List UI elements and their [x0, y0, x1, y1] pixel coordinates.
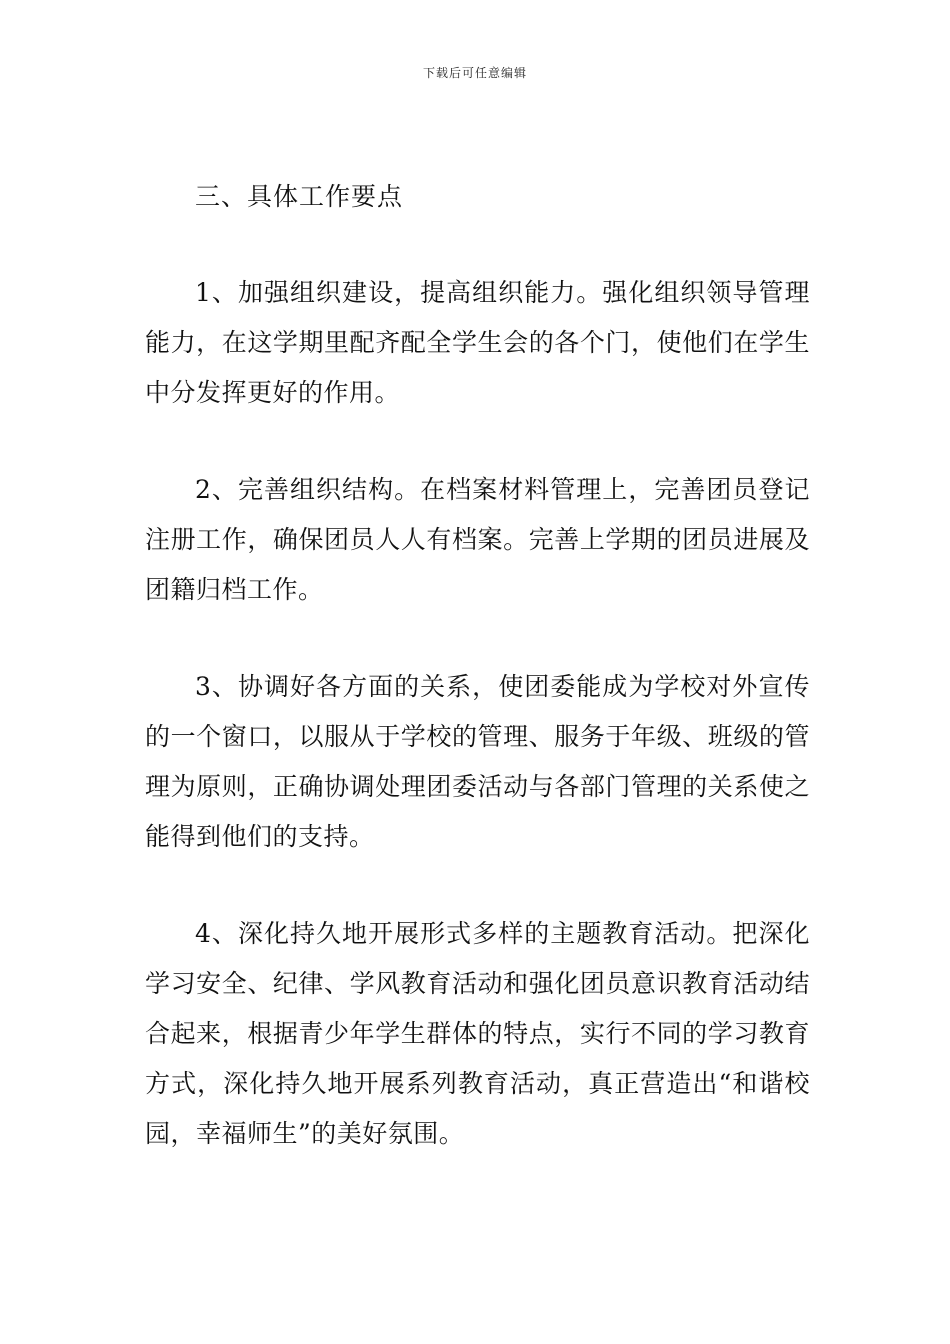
spacer — [145, 418, 810, 465]
header-note: 下载后可任意编辑 — [422, 66, 527, 80]
paragraph-3: 3、协调好各方面的关系，使团委能成为学校对外宣传的一个窗口，以服从于学校的管理、服务于年级、班级的管理为原则，正确协调处理团委活动与各部门管理的关系使之能得到他们的支持。 — [145, 672, 810, 851]
paragraph-4: 4、深化持久地开展形式多样的主题教育活动。把深化学习安全、纪律、学风教育活动和强化团员意识教育活动结合起来，根据青少年学生群体的特点，实行不同的学习教育方式，深化持久地开展系列教育活动，真正营造出“和谐校园，幸福师生”的美好氛围。 — [145, 919, 810, 1148]
paragraph-2: 2、完善组织结构。在档案材料管理上，完善团员登记注册工作，确保团员人人有档案。完善上学期的团员进展及团籍归档工作。 — [145, 475, 810, 604]
spacer — [145, 226, 810, 268]
spacer — [145, 862, 810, 909]
section-heading: 三、具体工作要点 — [195, 182, 404, 211]
paragraph-1: 1、加强组织建设，提高组织能力。强化组织领导管理能力，在这学期里配齐配全学生会的各个门，使他们在学生中分发挥更好的作用。 — [145, 278, 810, 407]
document-body — [145, 168, 810, 1159]
spacer — [145, 615, 810, 662]
